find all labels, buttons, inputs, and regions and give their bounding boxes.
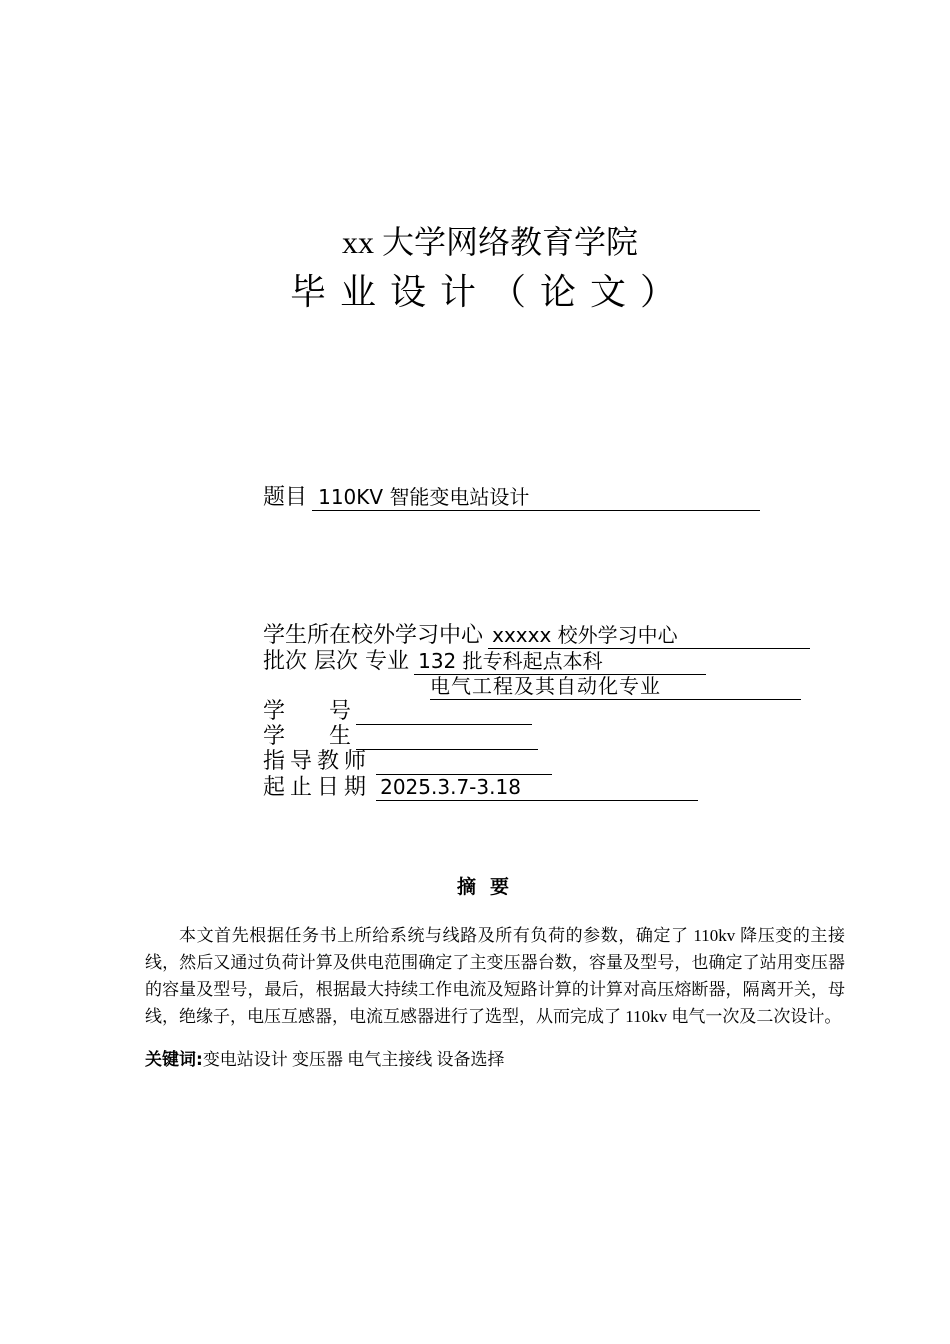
center-label: 学生所在校外学习中心 xyxy=(263,623,484,648)
topic-value: 110KV 智能变电站设计 xyxy=(318,485,530,509)
batch-value: 132 批专科起点本科 xyxy=(418,649,603,673)
student-id-label: 学 号 xyxy=(263,699,352,724)
abstract-heading: 摘要 xyxy=(456,876,523,898)
topic-underline xyxy=(312,484,760,511)
dates-row xyxy=(263,774,698,801)
center-row xyxy=(263,622,810,649)
major-value: 电气工程及其自动化专业 xyxy=(430,674,661,698)
document-type-title: 毕业设计（论文） xyxy=(289,272,690,313)
dates-underline xyxy=(376,774,698,801)
keywords-value: 变电站设计 变压器 电气主接线 设备选择 xyxy=(202,1050,505,1069)
batch-underline xyxy=(414,648,706,675)
topic-row xyxy=(263,484,760,511)
keywords-label: 关键词: xyxy=(145,1050,203,1070)
batch-row xyxy=(263,648,706,675)
advisor-blank xyxy=(376,750,552,775)
center-value: xxxxx 校外学习中心 xyxy=(492,623,678,647)
center-underline xyxy=(488,622,810,649)
student-row xyxy=(263,724,538,750)
batch-label: 批次 层次 专业 xyxy=(263,649,409,674)
major-underline xyxy=(430,673,801,700)
advisor-label: 指导教师 xyxy=(263,749,372,774)
keywords-row xyxy=(145,1046,505,1074)
advisor-row xyxy=(263,749,552,775)
abstract-body: 本文首先根据任务书上所给系统与线路及所有负荷的参数，确定了 110kv 降压变的主接线，然后又通过负荷计算及供电范围确定了主变压器台数，容量及型号，也确定了站用变压器的容量及型号，最后，根据最大持续工作电流及短路计算的计算对高压熔断器，隔离开关，母线，绝缘子，电压互感器，电流互感器进行了选型，从而完成了 110kv 电气一次及二次设计。 xyxy=(145,926,845,1026)
student-id-row xyxy=(263,699,532,725)
topic-label: 题目 xyxy=(263,485,308,510)
student-blank xyxy=(356,725,538,750)
student-id-blank xyxy=(356,700,532,725)
dates-label: 起止日期 xyxy=(263,775,372,800)
major-row xyxy=(430,673,801,700)
dates-value: 2025.3.7-3.18 xyxy=(380,775,521,799)
university-name: xx 大学网络教育学院 xyxy=(341,224,638,260)
student-label: 学 生 xyxy=(263,724,352,749)
